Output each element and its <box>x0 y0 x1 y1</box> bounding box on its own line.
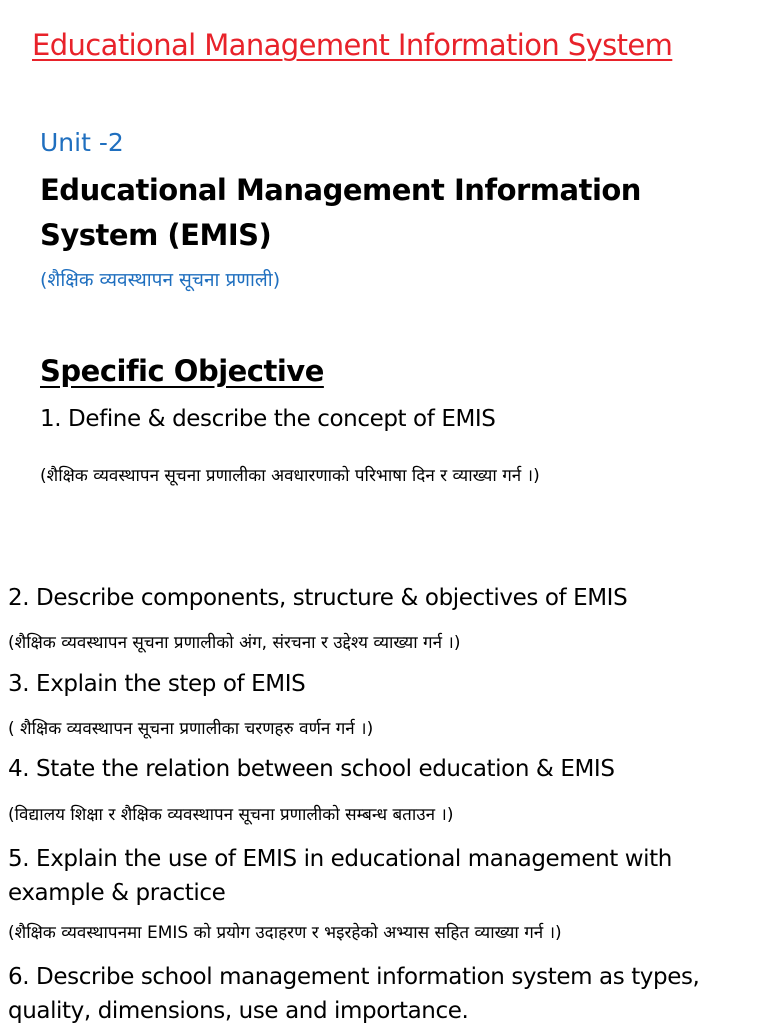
unit-heading-text: Educational Management Information System (EMIS) <box>40 173 641 252</box>
unit-label: Unit -2 <box>40 128 124 157</box>
objective-3-nepali: ( शैक्षिक व्यवस्थापन सूचना प्रणालीका चरणहरु वर्णन गर्न ।) <box>8 719 374 739</box>
objective-4-nepali: (विद्यालय शिक्षा र शैक्षिक व्यवस्थापन सूचना प्रणालीको सम्बन्ध बताउन ।) <box>8 805 454 825</box>
objective-2: 2. Describe components, structure & objectives of EMIS <box>8 585 628 611</box>
objective-4: 4. State the relation between school education & EMIS <box>8 756 615 782</box>
objective-2-nepali: (शैक्षिक व्यवस्थापन सूचना प्रणालीको अंग, संरचना र उद्देश्य व्याख्या गर्न ।) <box>8 633 461 653</box>
section-title: Specific Objective <box>40 354 324 388</box>
document-title: Educational Management Information System <box>32 28 673 62</box>
objective-3: 3. Explain the step of EMIS <box>8 671 306 697</box>
objective-1-nepali: (शैक्षिक व्यवस्थापन सूचना प्रणालीका अवधारणाको परिभाषा दिन र व्याख्या गर्न ।) <box>40 466 540 486</box>
unit-heading-nepali: (शैक्षिक व्यवस्थापन सूचना प्रणाली) <box>40 269 281 291</box>
objective-5-nepali: (शैक्षिक व्यवस्थापनमा EMIS को प्रयोग उदाहरण र भइरहेको अभ्यास सहित व्याख्या गर्न ।) <box>8 923 562 943</box>
objective-6: 6. Describe school management information system as types, quality, dimensions, use and importance. <box>8 964 700 1024</box>
objective-5: 5. Explain the use of EMIS in educational management with example & practice <box>8 846 672 906</box>
objective-1: 1. Define & describe the concept of EMIS <box>40 406 496 432</box>
unit-heading <box>40 168 740 258</box>
